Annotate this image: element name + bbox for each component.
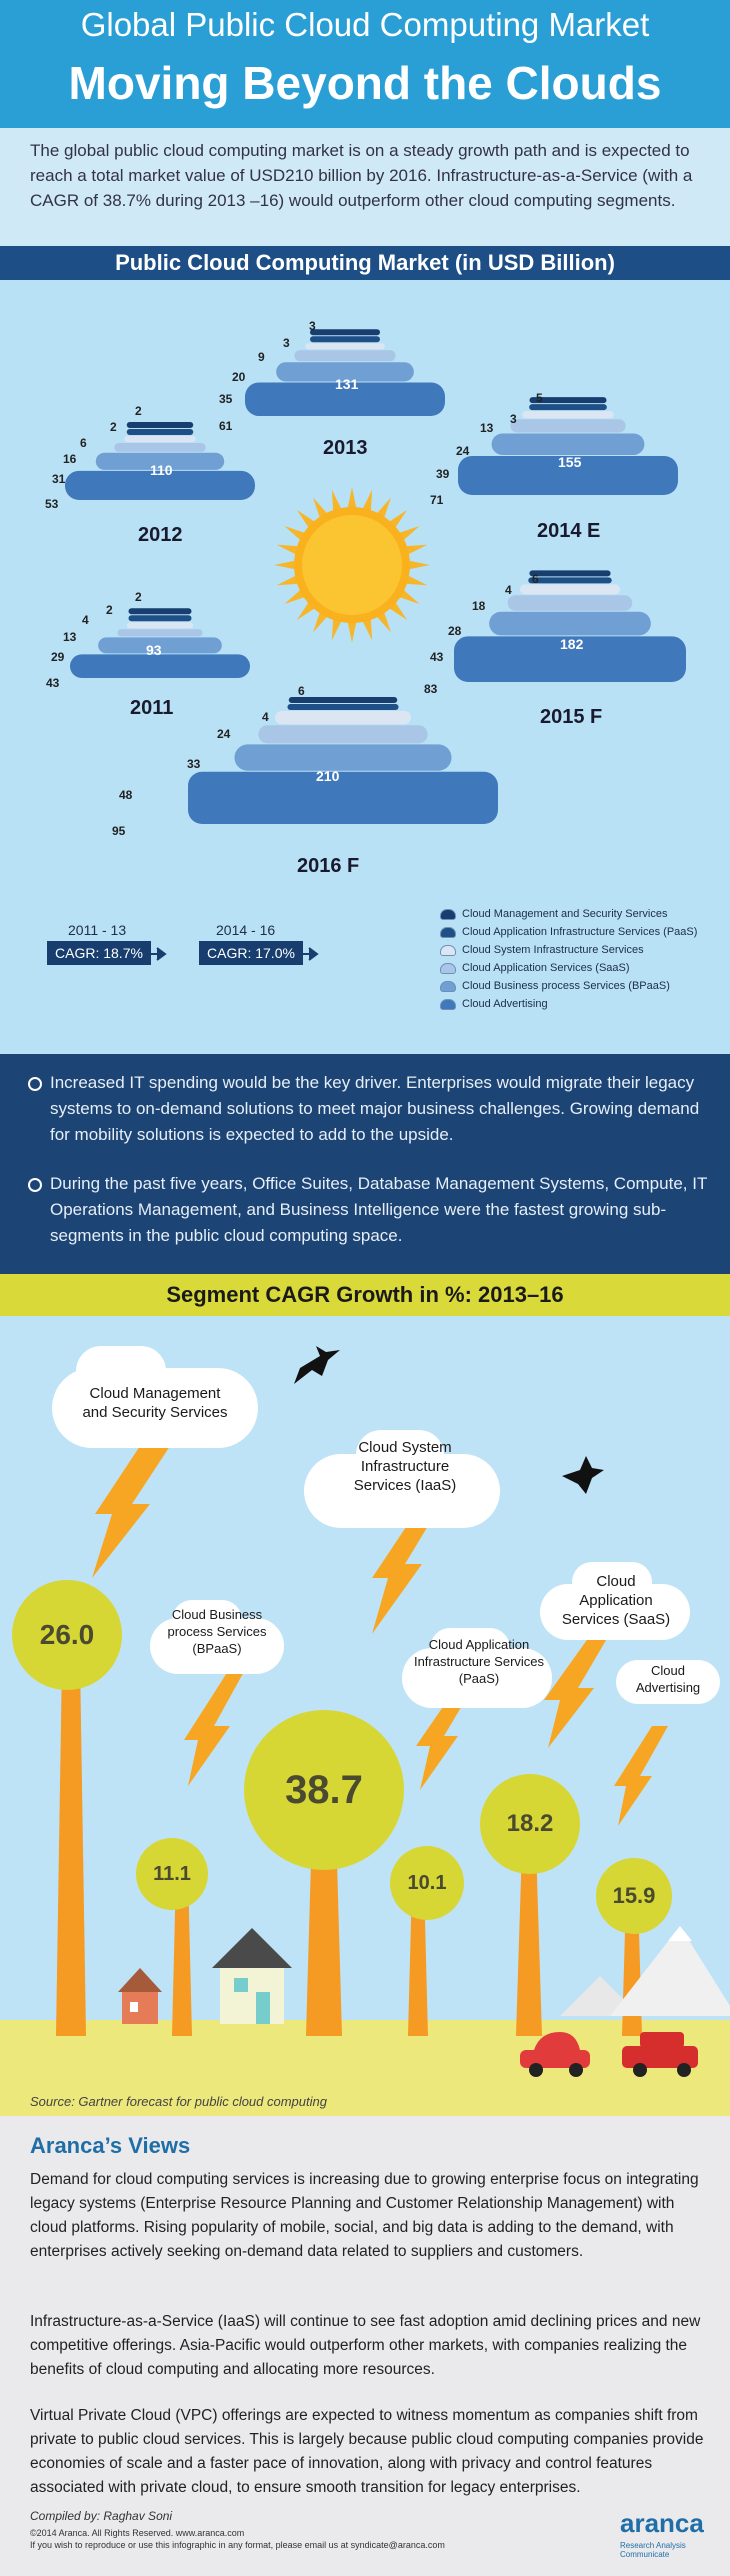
cloud-stack-2015-F <box>454 570 686 682</box>
bullet-icon <box>28 1077 42 1091</box>
value-2012-4: 2 <box>110 420 117 434</box>
cloud-layer <box>528 577 611 583</box>
value-2011-3: 4 <box>82 613 89 627</box>
sun-icon <box>274 487 430 643</box>
title-line-2: Moving Beyond the Clouds <box>68 57 662 109</box>
value-2012-5: 2 <box>135 404 142 418</box>
legend-label: Cloud Business process Services (BPaaS) <box>462 980 670 992</box>
sun-ray <box>408 561 430 570</box>
legend-label: Cloud Management and Security Services <box>462 908 668 920</box>
segment-value-iaas: 38.7 <box>244 1710 404 1870</box>
cagr-period-2: 2014 - 16 <box>216 922 276 938</box>
cloud-layer <box>492 434 645 455</box>
value-2014-5: 5 <box>536 391 543 405</box>
value-2014-2: 24 <box>456 444 470 458</box>
value-2016-3: 24 <box>217 727 231 741</box>
legend-label: Cloud Application Infrastructure Services (PaaS) <box>462 926 698 938</box>
legend-label: Cloud System Infrastructure Services <box>462 944 644 956</box>
total-2015: 182 <box>560 636 584 652</box>
legend-label: Cloud Advertising <box>462 998 548 1010</box>
cloud-layer <box>129 608 192 614</box>
segment-title: Segment CAGR Growth in %: 2013–16 <box>0 1274 730 1316</box>
bullet-icon <box>28 1178 42 1192</box>
total-2012: 110 <box>150 462 173 478</box>
legend-swatch <box>440 963 456 974</box>
value-2016-4: 4 <box>262 710 269 724</box>
reproduce-line: If you wish to reproduce or use this infographic in any format, please email us at syndicate@aranca.com <box>30 2540 445 2550</box>
cloud-stack-2016-F <box>188 697 498 824</box>
value-2012-0: 53 <box>45 497 59 511</box>
total-2014: 155 <box>558 454 582 470</box>
cloud-layer <box>489 612 651 636</box>
total-2013: 131 <box>335 376 359 392</box>
value-2015-0: 83 <box>424 682 438 696</box>
value-2013-1: 35 <box>219 392 233 406</box>
segment-label-management: Cloud Management and Security Services <box>82 1385 228 1421</box>
house-icon <box>118 1968 162 2024</box>
intro-section <box>0 128 730 246</box>
views-paragraph-2: Infrastructure-as-a-Service (IaaS) will continue to see fast adoption amid declining prices and new competitive offerings. Asia-Pacific would outperform other markets, with companies realizing the benefits of cloud computing and allocating more resources. <box>30 2313 701 2378</box>
cloud-layer <box>118 629 203 636</box>
sun-ray <box>348 621 357 643</box>
segment-label-advertising: Cloud Advertising <box>635 1663 701 1695</box>
views-paragraph-3: Virtual Private Cloud (VPC) offerings are expected to witness momentum as companies shift from private to public cloud services. This is largely because public cloud computing companies provide economies of scale and a faster pace of innovation, along with privacy and control features associated with private cloud, to ensure smooth transition for legacy enterprises. <box>30 2407 704 2496</box>
value-2011-5: 2 <box>135 590 142 604</box>
value-2013-4: 3 <box>283 336 290 350</box>
cloud-stack-2013 <box>245 329 445 416</box>
cagr-value-1: CAGR: 18.7% <box>47 941 151 965</box>
copyright <box>30 2527 445 2551</box>
value-2015-1: 43 <box>430 650 444 664</box>
house-icon <box>212 1928 292 2024</box>
cloud-layer <box>129 615 192 621</box>
cloud-layer <box>275 711 411 724</box>
source-note: Source: Gartner forecast for public cloud computing <box>30 2094 327 2109</box>
cagr-value-2: CAGR: 17.0% <box>199 941 303 965</box>
cloud-layer <box>258 725 427 743</box>
market-title: Public Cloud Computing Market (in USD Billion) <box>0 246 730 280</box>
value-2016-2: 33 <box>187 757 201 771</box>
title-line-1: Global Public Cloud Computing Market <box>80 6 650 43</box>
sun-ray <box>348 487 357 509</box>
segment-value-management: 26.0 <box>12 1580 122 1690</box>
segment-value-advertising: 15.9 <box>596 1858 672 1934</box>
legend-swatch <box>440 927 456 938</box>
cagr-period-1: 2011 - 13 <box>68 922 127 938</box>
cloud-layer <box>124 436 196 442</box>
value-2014-1: 39 <box>436 467 450 481</box>
bird-icon <box>294 1346 340 1384</box>
cloud-layer <box>127 422 194 428</box>
value-2012-1: 31 <box>52 472 66 486</box>
bullet-text-1: Increased IT spending would be the key driver. Enterprises would migrate their legacy systems to on-demand solutions to meet major business challenges. Growing demand for mobility solutions is expected to add to the upside. <box>50 1073 700 1144</box>
legend-swatch <box>440 909 456 920</box>
segment-label-iaas: Cloud System Infrastructure Services (IaaS) <box>353 1439 457 1494</box>
segment-label-bpaas: Cloud Business process Services (BPaaS) <box>167 1607 267 1656</box>
arrow-right-icon <box>146 944 170 964</box>
value-2015-4: 4 <box>505 583 512 597</box>
legend-swatch <box>440 945 456 956</box>
bullet-text-2: During the past five years, Office Suites, Database Management Systems, Compute, IT Operations Management, and Business Intelligence were the fastest growing sub-segments in the public cloud computing space. <box>50 1174 708 1245</box>
cloud-layer <box>188 772 498 824</box>
total-2016: 210 <box>316 768 340 784</box>
bird-icon <box>562 1456 604 1494</box>
legend-swatch <box>440 999 456 1010</box>
cloud-layer <box>294 350 395 361</box>
value-2011-4: 2 <box>106 603 113 617</box>
year-label-2013: 2013 <box>323 437 368 459</box>
segment-label-saas: Cloud Application Services (SaaS) <box>561 1573 671 1628</box>
value-2016-1: 48 <box>119 788 133 802</box>
value-2015-5: 6 <box>532 572 539 586</box>
year-label-2011: 2011 <box>130 697 174 719</box>
cloud-layer <box>529 570 610 576</box>
cloud-stack-2014-E <box>458 397 678 495</box>
value-2014-0: 71 <box>430 493 444 507</box>
cloud-layer <box>234 744 451 770</box>
compiled-by: Compiled by: Raghav Soni <box>30 2509 173 2523</box>
car-icon <box>622 2032 698 2077</box>
value-2011-1: 29 <box>51 650 65 664</box>
year-label-2014: 2014 E <box>537 520 601 542</box>
value-2011-2: 13 <box>63 630 77 644</box>
intro-text: The global public cloud computing market is on a steady growth path and is expected to reach a total market value of USD210 billion by 2016. Infrastructure-as-a-Service (with a CAGR of 38.7% during 2013 –16) would outperform other cloud computing segments. <box>30 141 693 210</box>
value-2013-0: 61 <box>219 419 233 433</box>
views-title: Aranca’s Views <box>30 2133 191 2158</box>
value-2013-5: 3 <box>309 319 316 333</box>
value-2015-2: 28 <box>448 624 462 638</box>
year-label-2015: 2015 F <box>540 706 603 728</box>
header-banner <box>0 0 730 128</box>
aranca-logo: aranca <box>620 2508 704 2538</box>
segment-label-paas: Cloud Application Infrastructure Services (PaaS) <box>413 1637 545 1686</box>
value-2013-2: 20 <box>232 370 246 384</box>
value-2016-0: 95 <box>112 824 126 838</box>
cloud-layer <box>127 622 193 628</box>
arrow-right-icon <box>298 944 322 964</box>
copyright-line: ©2014 Aranca. All Rights Reserved. www.aranca.com <box>30 2528 245 2538</box>
value-2013-3: 9 <box>258 350 265 364</box>
year-label-2016: 2016 F <box>297 855 360 877</box>
aranca-tagline: Research Analysis Communicate <box>620 2541 686 2559</box>
value-2014-4: 3 <box>510 412 517 426</box>
value-2014-3: 13 <box>480 421 494 435</box>
segment-value-bpaas: 11.1 <box>136 1838 208 1910</box>
value-2015-3: 18 <box>472 599 486 613</box>
value-2011-0: 43 <box>46 676 60 690</box>
cloud-layer <box>310 336 380 342</box>
segment-value-saas: 18.2 <box>480 1774 580 1874</box>
cloud-layer <box>127 429 194 435</box>
legend-swatch <box>440 981 456 992</box>
cloud-layer <box>310 329 380 335</box>
total-2011: 93 <box>146 642 162 658</box>
sun-ray <box>274 561 296 570</box>
value-2012-3: 6 <box>80 436 87 450</box>
year-label-2012: 2012 <box>138 524 183 546</box>
value-2016-5: 6 <box>298 684 305 698</box>
cloud-layer <box>522 411 613 418</box>
legend-label: Cloud Application Services (SaaS) <box>462 962 630 974</box>
views-paragraph-1: Demand for cloud computing services is increasing due to growing enterprise focus on integrating legacy systems (Enterprise Resource Planning and Customer Relationship Management) with cloud platforms. Rising popularity of mobile, social, and big data is adding to the demand, with enterprises actively seeking on-demand data related to suppliers and customers. <box>30 2171 699 2260</box>
cloud-stack-2012 <box>65 422 255 500</box>
cloud-layer <box>289 697 398 703</box>
cloud-layer <box>510 419 625 432</box>
segment-value-paas: 10.1 <box>390 1846 464 1920</box>
cloud-layer <box>529 404 607 410</box>
cloud-layer <box>508 595 633 610</box>
value-2012-2: 16 <box>63 452 77 466</box>
cloud-layer <box>114 443 206 452</box>
cloud-layer <box>305 343 384 349</box>
car-icon <box>520 2032 590 2077</box>
cloud-layer <box>287 704 398 710</box>
